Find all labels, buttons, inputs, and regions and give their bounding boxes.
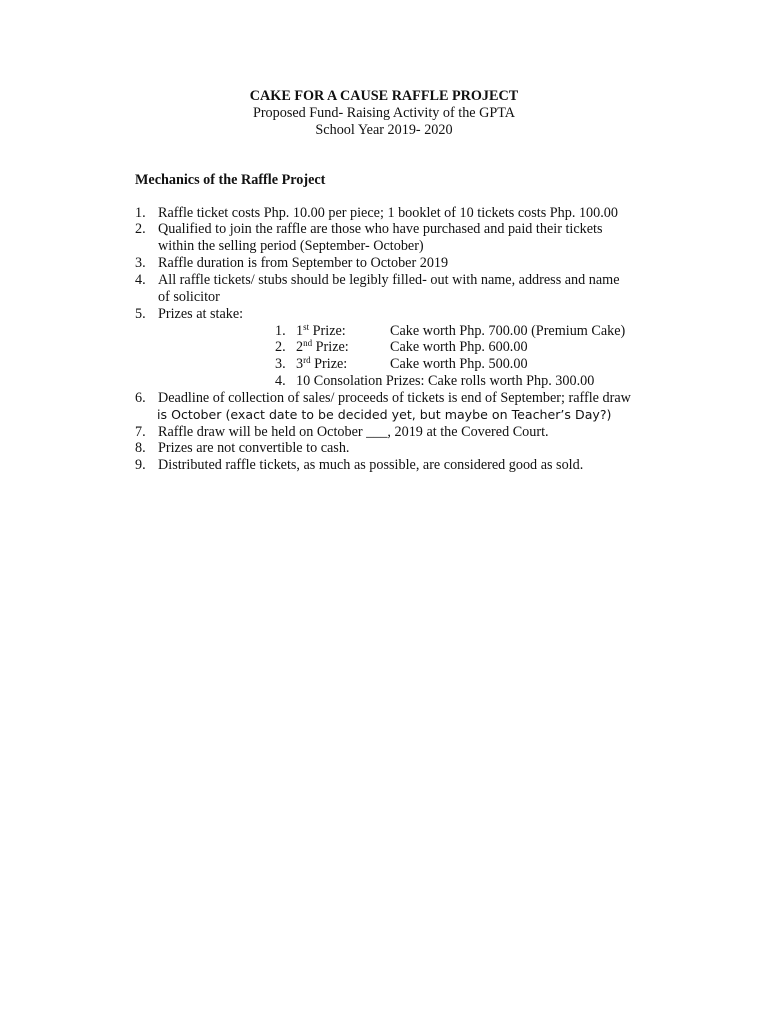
list-item-number: 2. bbox=[135, 221, 146, 237]
section-heading: Mechanics of the Raffle Project bbox=[135, 172, 326, 188]
list-item-text: Raffle duration is from September to October 2019 bbox=[158, 255, 449, 271]
list-item-text: All raffle tickets/ stubs should be legibly filled- out with name, address and name bbox=[158, 272, 620, 288]
prize-description: Cake worth Php. 600.00 bbox=[390, 339, 528, 355]
list-item bbox=[135, 457, 695, 474]
list-item-text: Raffle draw will be held on October ___, 2019 at the Covered Court. bbox=[158, 424, 549, 440]
list-item bbox=[135, 306, 695, 323]
list-item-number: 9. bbox=[135, 457, 146, 473]
document-subtitle: Proposed Fund- Raising Activity of the GPTA bbox=[252, 104, 516, 121]
prize-description: Cake worth Php. 700.00 (Premium Cake) bbox=[390, 323, 626, 339]
list-item-text: Prizes are not convertible to cash. bbox=[158, 440, 350, 456]
prize-number: 1. bbox=[275, 323, 286, 339]
list-item bbox=[135, 205, 695, 222]
prize-number: 3. bbox=[275, 356, 286, 372]
prize-description: Cake worth Php. 500.00 bbox=[390, 356, 528, 372]
list-item-number: 3. bbox=[135, 255, 146, 271]
list-item bbox=[135, 272, 695, 306]
list-item-text-wrapper bbox=[158, 390, 695, 424]
prize-number: 4. bbox=[275, 373, 286, 389]
prize-label: 2nd Prize: bbox=[296, 338, 349, 355]
list-item-text: Qualified to join the raffle are those who have purchased and paid their tickets bbox=[158, 221, 603, 237]
document-header bbox=[0, 88, 768, 138]
list-item-text-continued: is October (exact date to be decided yet, but maybe on Teacher’s Day?) bbox=[157, 406, 612, 422]
list-item bbox=[135, 424, 695, 441]
document-title: CAKE FOR A CAUSE RAFFLE PROJECT bbox=[249, 88, 519, 104]
list-item-text-wrapper bbox=[158, 272, 695, 306]
list-item-text: Prizes at stake: bbox=[158, 306, 244, 322]
prize-label: 1st Prize: bbox=[296, 322, 346, 339]
list-item-number: 5. bbox=[135, 306, 146, 322]
prize-number: 2. bbox=[275, 339, 286, 355]
prize-label: 3rd Prize: bbox=[296, 355, 348, 372]
list-item-text-wrapper bbox=[158, 221, 695, 255]
list-item bbox=[135, 440, 695, 457]
list-item-text: Distributed raffle tickets, as much as possible, are considered good as sold. bbox=[158, 457, 584, 473]
list-item-text-continued: within the selling period (September- October) bbox=[158, 237, 424, 254]
list-item-number: 7. bbox=[135, 424, 146, 440]
list-item bbox=[135, 255, 695, 272]
list-item-text-continued: of solicitor bbox=[158, 288, 220, 305]
list-item-text: Raffle ticket costs Php. 10.00 per piece; 1 booklet of 10 tickets costs Php. 100.00 bbox=[158, 205, 618, 221]
list-item bbox=[135, 221, 695, 255]
school-year: School Year 2019- 2020 bbox=[315, 121, 453, 138]
list-item-number: 6. bbox=[135, 390, 146, 406]
list-item-number: 8. bbox=[135, 440, 146, 456]
list-item bbox=[135, 390, 695, 424]
list-item-text: Deadline of collection of sales/ proceeds of tickets is end of September; raffle draw bbox=[158, 390, 631, 406]
list-item-number: 1. bbox=[135, 205, 146, 221]
list-item-number: 4. bbox=[135, 272, 146, 288]
prize-description: 10 Consolation Prizes: Cake rolls worth Php. 300.00 bbox=[296, 373, 595, 389]
